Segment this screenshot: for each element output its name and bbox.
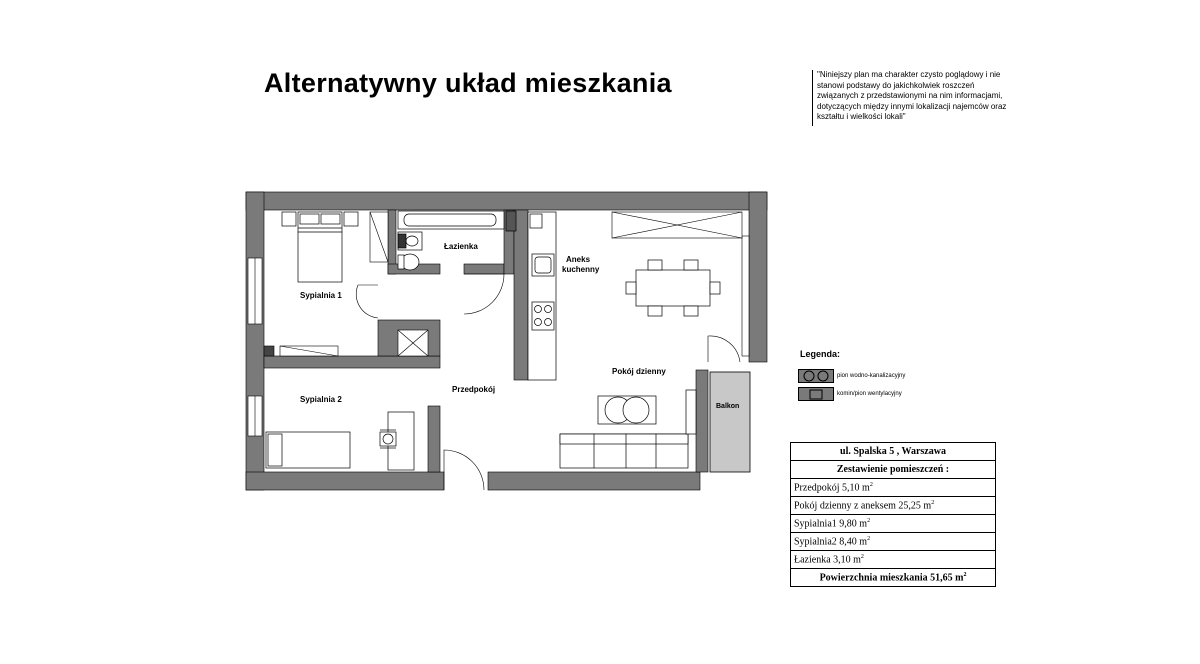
- coffee-table: [598, 396, 656, 424]
- label-kitchen-2: kuchenny: [562, 265, 600, 274]
- water-riser-icon: [798, 369, 834, 383]
- label-bedroom1: Sypialnia 1: [300, 291, 342, 300]
- label-hall: Przedpokój: [452, 385, 496, 394]
- legend-item-vent: [798, 387, 902, 401]
- summary-row: Sypialnia2 8,40 $m^2$: [791, 533, 996, 551]
- legend-title: Legenda:: [800, 349, 841, 359]
- dining-table: [626, 260, 720, 316]
- legend-label-vent: komin/pion wentylacyjny: [837, 391, 902, 397]
- label-balcony: Balkon: [716, 403, 740, 410]
- summary-row: Sypialnia1 9,80 $m^2$: [791, 515, 996, 533]
- tv-cabinet: [686, 390, 696, 434]
- legend-label-water: pion wodno-kanalizacyjny: [837, 373, 906, 379]
- label-kitchen-1: Aneks: [566, 255, 591, 264]
- page-title: Alternatywny układ mieszkania: [264, 68, 672, 98]
- sofa: [560, 434, 688, 468]
- balcony-area: [710, 372, 750, 472]
- room-summary-table: [790, 442, 996, 587]
- desk-bedroom2: [380, 412, 414, 470]
- label-living: Pokój dzienny: [612, 367, 666, 376]
- disclaimer-note: "Niniejszy plan ma charakter czysto poglądowy i nie stanowi podstawy do jakichkolwiek roszczeń związanych z przedstawionymi na nim informacjami, dotyczących między innymi lokalizacji najemców oraz kształtu i wielkości lokali": [812, 70, 1017, 126]
- label-bathroom: Łazienka: [444, 242, 478, 251]
- summary-row: Przedpokój 5,10 $m^2$: [791, 479, 996, 497]
- legend-item-water: [798, 369, 905, 383]
- summary-address: ul. Spalska 5 , Warszawa: [791, 443, 996, 461]
- vent-riser-icon: [798, 387, 834, 401]
- bathroom-fixtures: [398, 211, 516, 270]
- bed-bedroom2: [266, 432, 350, 468]
- summary-row: Łazienka 3,10 $m^2$: [791, 551, 996, 569]
- summary-row: Pokój dzienny z aneksem 25,25 $m^2$: [791, 497, 996, 515]
- summary-total: Powierzchnia mieszkania 51,65 $m^2$: [791, 569, 996, 587]
- label-bedroom2: Sypialnia 2: [300, 395, 342, 404]
- kitchen-counter: [528, 212, 556, 380]
- summary-heading: Zestawienie pomieszczeń :: [791, 461, 996, 479]
- bed-bedroom1: [282, 212, 358, 282]
